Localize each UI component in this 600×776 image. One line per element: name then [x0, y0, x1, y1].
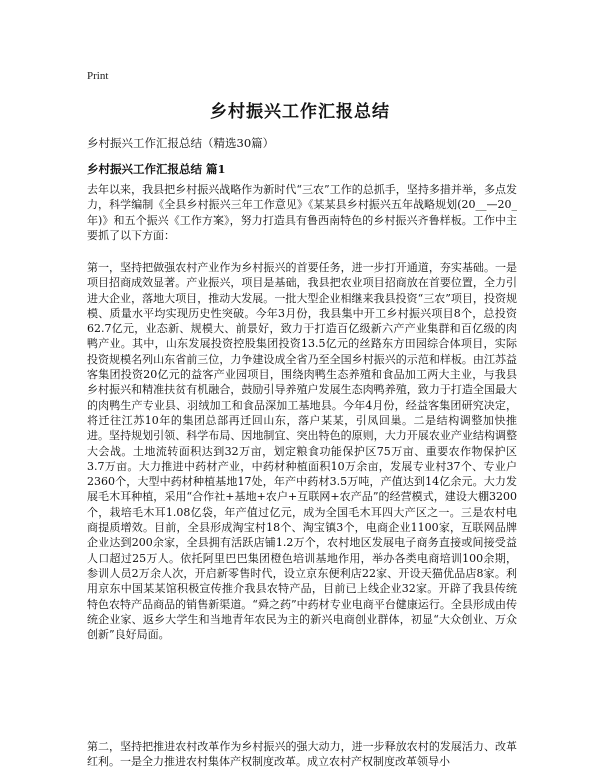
paragraph-intro: 去年以来，我县把乡村振兴战略作为新时代“三农”工作的总抓手，坚持多措并举，多点发力，科学编制《全县乡村振兴三年工作意见》《某某县乡村振兴五年战略规划(20__—20_年)》和五个振兴《工作方案》，努力打造具有鲁西南特色的乡村振兴齐鲁样板。工作中主要抓了以下方面： — [87, 183, 517, 242]
document-subtitle: 乡村振兴工作汇报总结（精选30篇） — [87, 136, 275, 150]
section-heading: 乡村振兴工作汇报总结 篇1 — [87, 162, 226, 176]
paragraph-first-point: 第一，坚持把做强农村产业作为乡村振兴的首要任务，进一步打开通道，夯实基础。一是项目招商成效显著。产业振兴，项目是基础，我县把农业项目招商放在首要位置，全力引进大企业，落地大项目，推动大发展。一批大型企业相继来我县投资“三农”项目，投资规模、质量水平均实现历史性突破。今年3月份，我县集中开工乡村振兴项目8个，总投资62.7亿元，业态新、规模大、前景好，致力于打造百亿级新六产产业集群和百亿级的肉鸭产业。其中，山东发展投资控股集团投资13.5亿元的丝路东方田园综合体项目，实际投资规模名列山东省前三位，力争建设成全省乃至全国乡村振兴的示范和样板。由江苏益客集团投资20亿元的益客产业园项目，围绕肉鸭生态养殖和食品加工两大主业，与我县乡村振兴和精准扶贫有机融合，鼓励引导养殖户发展生态肉鸭养殖，致力于打造全国最大的肉鸭生产专业县、羽绒加工和食品深加工基地县。今年4月份，经益客集团研究决定，将迁往江苏10年的集团总部再迁回山东，落户某某，引凤回巢。二是结构调整加快推进。坚持规划引领、科学布局、因地制宜、突出特色的原则，大力开展农业产业结构调整大会战。土地流转面积达到32万亩，划定粮食功能保护区75万亩、重要农作物保护区3.7万亩。大力推进中药材产业，中药材种植面积10万余亩，发展专业村37个、专业户2360个，大型中药材种植基地17处，年产中药材3.5万吨，产值达到14亿余元。大力发展毛木耳种植，采用“合作社+基地+农户+互联网+农产品”的经营模式，建设大棚3200个，栽培毛木耳1.08亿袋，年产值过亿元，成为全国毛木耳四大产区之一。三是农村电商提质增效。目前，全县形成淘宝村18个、淘宝镇3个，电商企业1100家，互联网品牌企业达到200余家，全县拥有活跃店铺1.2万个，农村地区发展电子商务直接或间接受益人口超过25万人。依托阿里巴巴集团橙色培训基地作用，举办各类电商培训100余期，参训人员2万余人次，开启新零售时代，设立京东便利店22家、开设天猫优品店8家。利用京东中国某某馆积极宣传推介我县农特产品，目前已上线企业32家。开辟了我县传统特色农特产品商品的销售新渠道。“舜之药”中药材专业电商平台健康运行。全县形成由传统企业家、返乡大学生和当地青年农民为主的新兴电商创业群体，初显“大众创业、万众创新”良好局面。 — [87, 261, 517, 642]
page-title: 乡村振兴工作汇报总结 — [210, 102, 390, 122]
print-link[interactable]: Print — [87, 70, 109, 82]
paragraph-second-point: 第二，坚持把推进农村改革作为乡村振兴的强大动力，进一步释放农村的发展活力、改革红利。一是全力推进农村集体产权制度改革。成立农村产权制度改革领导小 — [87, 740, 517, 769]
